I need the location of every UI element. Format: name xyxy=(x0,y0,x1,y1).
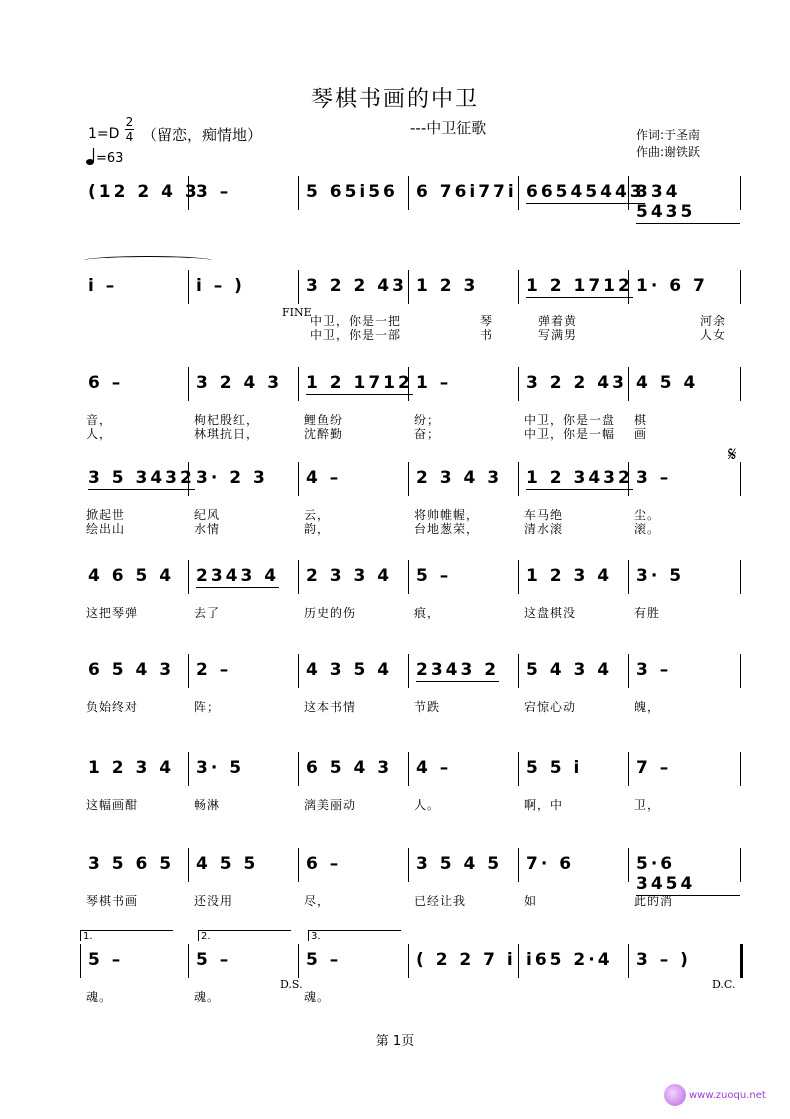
barline xyxy=(408,560,409,594)
barline xyxy=(298,176,299,210)
lyric-line: 音， xyxy=(86,413,113,427)
lyric-line: 林琪抗日， xyxy=(194,427,260,441)
measure-notes: 3 5 6 5 xyxy=(88,854,175,874)
measure-notes: 1 2 3 4 xyxy=(88,758,175,778)
barline xyxy=(188,270,189,304)
barline xyxy=(298,848,299,882)
lyric-line: 纪风 xyxy=(194,508,221,522)
barline xyxy=(298,270,299,304)
lyric-line: 清水滚 xyxy=(524,522,564,536)
barline xyxy=(408,176,409,210)
barline xyxy=(298,462,299,496)
barline xyxy=(188,848,189,882)
measure-notes: 1 2 3432 xyxy=(526,468,633,488)
barline xyxy=(298,654,299,688)
lyric-line: 车马绝 xyxy=(524,508,564,522)
lyric-line: 魂。 xyxy=(304,990,331,1004)
watermark-text: www.zuoqu.net xyxy=(689,1090,766,1101)
quarter-note-icon xyxy=(86,148,96,166)
lyric-line: 人女 xyxy=(700,328,727,342)
lyric-line: 台地葱荣， xyxy=(414,522,480,536)
measure-line xyxy=(80,944,740,978)
barline xyxy=(80,944,81,978)
lyric-line: 啊，中 xyxy=(524,798,564,812)
measure-notes: 4 5 4 xyxy=(636,373,699,393)
barline xyxy=(740,462,741,496)
lyric-line: 阵； xyxy=(194,700,221,714)
lyric-line: 尽， xyxy=(304,894,331,908)
lyric-line: 琴棋书画 xyxy=(86,894,139,908)
measure-notes: 5 5 i xyxy=(526,758,583,778)
measure-notes: ( 2 2 7 i xyxy=(416,950,516,970)
lyric-line: 这本书情 xyxy=(304,700,357,714)
lyric-line: 将帅帷幄， xyxy=(414,508,480,522)
measure-line xyxy=(80,462,740,496)
measure-notes: 5 – xyxy=(196,950,232,970)
lyric-line: 人。 xyxy=(414,798,441,812)
barline xyxy=(518,367,519,401)
segno-icon: 𝄋 xyxy=(728,442,737,466)
measure-notes: 6 5 4 3 xyxy=(306,758,393,778)
lyric-line: 历史的伤 xyxy=(304,606,357,620)
volta-bracket: 3. xyxy=(308,930,401,941)
barline xyxy=(628,752,629,786)
measure-notes: 3 5 4 5 xyxy=(416,854,503,874)
lyric-line: 如 xyxy=(524,894,538,908)
measure-notes: 4 – xyxy=(306,468,342,488)
volta-bracket: 2. xyxy=(198,930,291,941)
measure-notes: 6 76i77i xyxy=(416,182,517,202)
measure-notes: 1 2 1712 xyxy=(526,276,633,296)
measure-notes: 6 – xyxy=(306,854,342,874)
measure-notes: 7· 6 xyxy=(526,854,575,874)
lyric-line: 畅淋 xyxy=(194,798,221,812)
measure-notes: 4 6 5 4 xyxy=(88,566,175,586)
globe-icon xyxy=(664,1084,686,1106)
measure-notes: 3 – xyxy=(196,182,232,202)
measure-notes: 4 – xyxy=(416,758,452,778)
barline xyxy=(188,944,189,978)
measure-notes: i65 2·4 xyxy=(526,950,613,970)
slur-mark xyxy=(84,256,212,265)
barline xyxy=(740,654,741,688)
measure-notes: 3· 5 xyxy=(636,566,685,586)
barline xyxy=(518,848,519,882)
measure-notes: 7 – xyxy=(636,758,672,778)
watermark xyxy=(664,1084,766,1106)
barline xyxy=(628,367,629,401)
lyric-line: 纷； xyxy=(414,413,441,427)
lyric-line: 魄， xyxy=(634,700,661,714)
measure-notes: i – xyxy=(88,276,118,296)
barline xyxy=(518,944,519,978)
measure-notes: 334 5435 xyxy=(636,182,740,224)
measure-notes: 1 2 1712 xyxy=(306,373,413,393)
barline xyxy=(628,848,629,882)
lyric-line: 河余 xyxy=(700,314,727,328)
lyric-line: 去了 xyxy=(194,606,221,620)
barline xyxy=(740,944,743,978)
measure-notes: 66545443 xyxy=(526,182,645,202)
key-signature: 1=D xyxy=(88,126,120,142)
barline xyxy=(408,848,409,882)
barline xyxy=(628,654,629,688)
lyric-line: 魂。 xyxy=(194,990,221,1004)
measure-line xyxy=(80,367,740,401)
lyric-line: 枸杞殷红， xyxy=(194,413,260,427)
volta-bracket: 1. xyxy=(80,930,173,941)
lyric-line: 中卫，你是一把 xyxy=(310,314,402,328)
mood-marking: （留恋，痴情地） xyxy=(142,126,263,144)
barline xyxy=(408,944,409,978)
ds-marking: D.S. xyxy=(280,978,303,991)
lyric-line: 掀起世 xyxy=(86,508,126,522)
lyric-line: 这把琴弹 xyxy=(86,606,139,620)
lyric-line: 水情 xyxy=(194,522,221,536)
measure-line xyxy=(80,270,740,304)
barline xyxy=(188,654,189,688)
measure-notes: 5 4 3 4 xyxy=(526,660,613,680)
lyric-line: 此的消 xyxy=(634,894,674,908)
barline xyxy=(740,367,741,401)
lyric-line: 琴 xyxy=(480,314,494,328)
measure-line xyxy=(80,848,740,894)
measure-notes: 3 2 2 43 xyxy=(306,276,407,296)
measure-notes: 3 – xyxy=(636,660,672,680)
lyric-line: 奋； xyxy=(414,427,441,441)
measure-notes: 3· 5 xyxy=(196,758,245,778)
measure-notes: 1· 6 7 xyxy=(636,276,708,296)
lyric-line: 滚。 xyxy=(634,522,661,536)
barline xyxy=(408,270,409,304)
lyric-line: 宕惊心动 xyxy=(524,700,577,714)
barline xyxy=(298,752,299,786)
lyric-line: 有胜 xyxy=(634,606,661,620)
measure-notes: 1 2 3 xyxy=(416,276,479,296)
measure-notes: 5·6 3454 xyxy=(636,854,740,896)
fine-marking: FINE xyxy=(282,306,312,319)
measure-line xyxy=(80,654,740,688)
measure-notes: 2 3 3 4 xyxy=(306,566,393,586)
measure-notes: 4 5 5 xyxy=(196,854,259,874)
barline xyxy=(518,176,519,210)
barline xyxy=(188,367,189,401)
lyric-line: 棋 xyxy=(634,413,648,427)
lyric-line: 还没用 xyxy=(194,894,234,908)
lyric-line: 弹着黄 xyxy=(538,314,578,328)
lyric-line: 韵， xyxy=(304,522,331,536)
measure-line xyxy=(80,752,740,786)
barline xyxy=(518,270,519,304)
lyric-line: 卫， xyxy=(634,798,661,812)
lyric-line: 绘出山 xyxy=(86,522,126,536)
barline xyxy=(408,654,409,688)
barline xyxy=(298,560,299,594)
barline xyxy=(518,462,519,496)
lyric-line: 云， xyxy=(304,508,331,522)
lyric-line: 这幅画酣 xyxy=(86,798,139,812)
measure-notes: 3· 2 3 xyxy=(196,468,268,488)
barline xyxy=(740,270,741,304)
barline xyxy=(518,654,519,688)
measure-notes: 2 3 4 3 xyxy=(416,468,503,488)
lyric-line: 漓美丽动 xyxy=(304,798,357,812)
lyric-line: 中卫，你是一部 xyxy=(310,328,402,342)
song-title: 琴棋书画的中卫 xyxy=(310,87,479,112)
lyric-line: 魂。 xyxy=(86,990,113,1004)
barline xyxy=(518,560,519,594)
measure-notes: 2 – xyxy=(196,660,232,680)
lyric-line: 沈醉勤 xyxy=(304,427,344,441)
barline xyxy=(740,176,741,210)
barline xyxy=(188,560,189,594)
measure-notes: 3 – xyxy=(636,468,672,488)
measure-notes: 5 – xyxy=(88,950,124,970)
measure-notes: 1 2 3 4 xyxy=(526,566,613,586)
barline xyxy=(740,752,741,786)
lyric-line: 书 xyxy=(480,328,494,342)
time-signature xyxy=(125,116,134,143)
measure-notes: 1 – xyxy=(416,373,452,393)
lyric-line: 人， xyxy=(86,427,113,441)
composer-credit: 作曲:谢铁跃 xyxy=(636,145,701,159)
barline xyxy=(740,848,741,882)
barline xyxy=(408,752,409,786)
measure-notes: 3 – ) xyxy=(636,950,691,970)
lyric-line: 这盘棋没 xyxy=(524,606,577,620)
measure-line xyxy=(80,176,740,222)
measure-notes: 2343 2 xyxy=(416,660,500,680)
measure-notes: 5 – xyxy=(306,950,342,970)
dc-marking: D.C. xyxy=(712,978,736,991)
lyric-line: 鲤鱼纷 xyxy=(304,413,344,427)
lyricist-credit: 作词:于圣南 xyxy=(636,128,701,142)
measure-notes: 3 5 3432 xyxy=(88,468,195,488)
lyric-line: 痕， xyxy=(414,606,441,620)
measure-notes: 6 – xyxy=(88,373,124,393)
measure-notes: i – ) xyxy=(196,276,245,296)
measure-notes: 6 5 4 3 xyxy=(88,660,175,680)
lyric-line: 中卫，你是一幅 xyxy=(524,427,616,441)
measure-notes: 5 65i56 xyxy=(306,182,398,202)
time-top: 2 xyxy=(125,115,134,129)
measure-notes: 5 – xyxy=(416,566,452,586)
song-subtitle: ---中卫征歌 xyxy=(410,119,487,137)
barline xyxy=(188,752,189,786)
tempo-value: =63 xyxy=(96,151,124,166)
barline xyxy=(298,367,299,401)
measure-notes: 2343 4 xyxy=(196,566,280,586)
measure-line xyxy=(80,560,740,594)
barline xyxy=(628,560,629,594)
lyric-line: 已经让我 xyxy=(414,894,467,908)
measure-notes: 3 2 2 43 xyxy=(526,373,627,393)
lyric-line: 节跌 xyxy=(414,700,441,714)
lyric-line: 尘。 xyxy=(634,508,661,522)
tempo-marking xyxy=(86,148,123,166)
barline xyxy=(298,944,299,978)
barline xyxy=(518,752,519,786)
measure-notes: 3 2 4 3 xyxy=(196,373,283,393)
lyric-line: 中卫，你是一盘 xyxy=(524,413,616,427)
measure-notes: (12 2 4 3 xyxy=(88,182,200,202)
barline xyxy=(628,944,629,978)
page-number: 第 1页 xyxy=(375,1034,415,1049)
measure-notes: 4 3 5 4 xyxy=(306,660,393,680)
lyric-line: 画 xyxy=(634,427,648,441)
time-bottom: 4 xyxy=(125,130,134,144)
barline xyxy=(740,560,741,594)
barline xyxy=(408,462,409,496)
lyric-line: 写满男 xyxy=(538,328,578,342)
lyric-line: 负始终对 xyxy=(86,700,139,714)
